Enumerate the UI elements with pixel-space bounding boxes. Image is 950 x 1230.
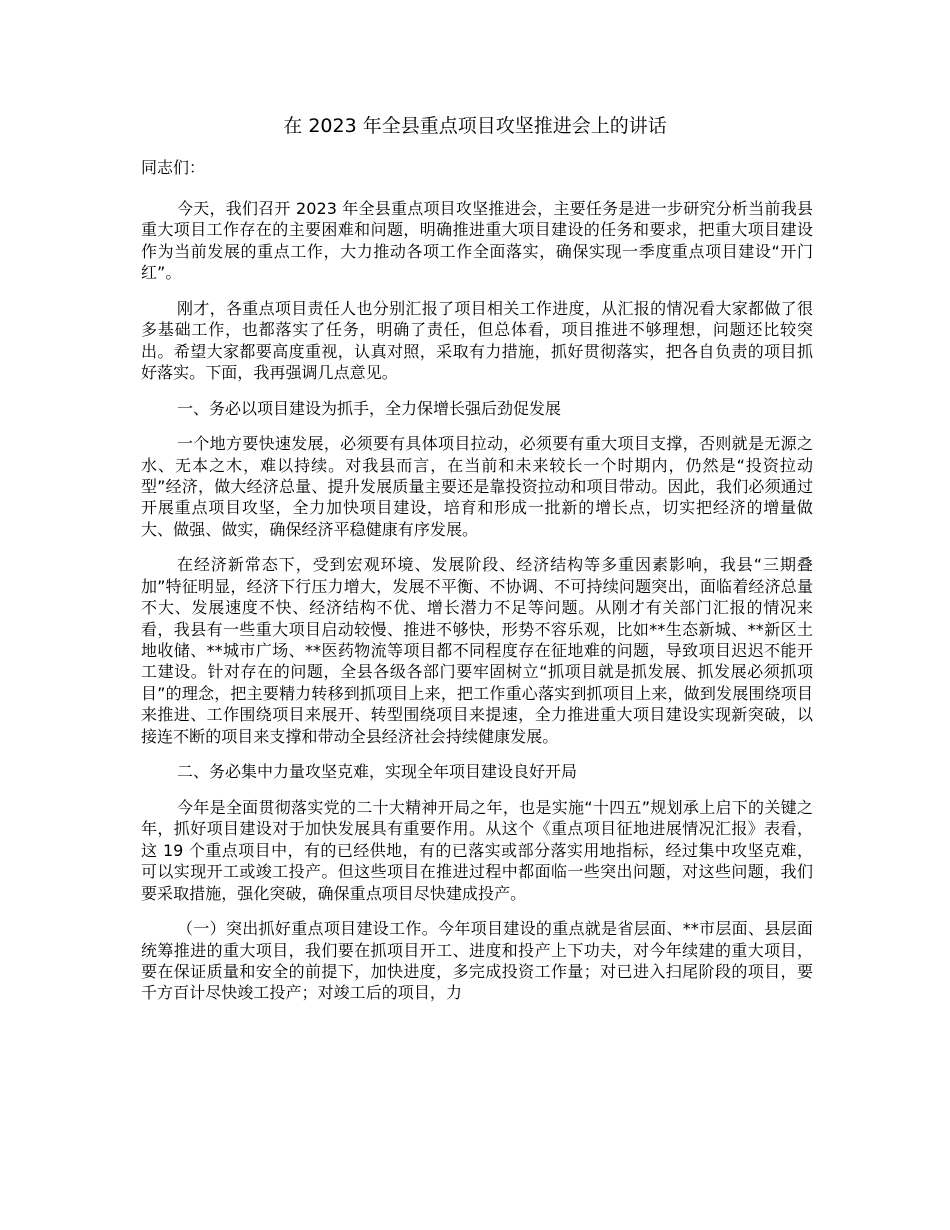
section-heading-1: 一、务必以项目建设为抓手，全力保增长强后劲促发展 <box>177 398 562 418</box>
paragraph-section2-a: 今年是全面贯彻落实党的二十大精神开局之年，也是实施“十四五”规划承上启下的关键之年，抓好项目建设对于加快发展具有重要作用。从这个《重点项目征地进展情况汇报》表看，这 19 个重点项目中，有的已经供地，有的已落实或部分落实用地指标，经过集中攻坚克难，可以实现开工或竣工投产。但这些项目在推进过程中都面临一些突出问题，对这些问题，我们要采取措施，强化突破，确保重点项目尽快建成投产。 <box>141 797 813 903</box>
document-body <box>141 198 813 1018</box>
paragraph-section2-b: （一）突出抓好重点项目建设工作。今年项目建设的重点就是省层面、**市层面、县层面统筹推进的重大项目，我们要在抓项目开工、进度和投产上下功夫，对今年续建的重大项目，要在保证质量和安全的前提下，加快进度，多完成投资工作量；对已进入扫尾阶段的项目，要千方百计尽快竣工投产；对竣工后的项目，力 <box>141 919 813 1003</box>
section-heading-2: 二、务必集中力量攻坚克难，实现全年项目建设良好开局 <box>177 762 578 782</box>
paragraph-intro: 今天，我们召开 2023 年全县重点项目攻坚推进会，主要任务是进一步研究分析当前我县重大项目工作存在的主要困难和问题，明确推进重大项目建设的任务和要求，把重大项目建设作为当前发展的重点工作，大力推动各项工作全面落实，确保实现一季度重点项目建设“开门红”。 <box>141 199 813 283</box>
document-title: 在 2023 年全县重点项目攻坚推进会上的讲话 <box>283 115 667 137</box>
paragraph-section1-a: 一个地方要快速发展，必须要有具体项目拉动，必须要有重大项目支撑，否则就是无源之水、无本之木，难以持续。对我县而言，在当前和未来较长一个时期内，仍然是“投资拉动型”经济，做大经济总量、提升发展质量主要还是靠投资拉动和项目带动。因此，我们必须通过开展重点项目攻坚，全力加快项目建设，培育和形成一批新的增长点，切实把经济的增量做大、做强、做实，确保经济平稳健康有序发展。 <box>141 434 813 539</box>
salutation: 同志们： <box>141 158 206 177</box>
paragraph-summary: 刚才，各重点项目责任人也分别汇报了项目相关工作进度，从汇报的情况看大家都做了很多基础工作，也都落实了任务，明确了责任，但总体看，项目推进不够理想，问题还比较突出。希望大家都要高度重视，认真对照，采取有力措施，抓好贯彻落实，把各自负责的项目抓好落实。下面，我再强调几点意见。 <box>141 298 813 383</box>
paragraph-section1-b: 在经济新常态下，受到宏观环境、发展阶段、经济结构等多重因素影响，我县“三期叠加”特征明显，经济下行压力增大，发展不平衡、不协调、不可持续问题突出，面临着经济总量不大、发展速度不快、经济结构不优、增长潜力不足等问题。从刚才有关部门汇报的情况来看，我县有一些重大项目启动较慢、推进不够快，形势不容乐观，比如**生态新城、**新区土地收储、**城市广场、**医药物流等项目都不同程度存在征地难的问题，导致项目迟迟不能开工建设。针对存在的问题，全县各级各部门要牢固树立“抓项目就是抓发展、抓发展必须抓项目”的理念，把主要精力转移到抓项目上来，把工作重心落实到抓项目上来，做到发展围绕项目来推进、工作围绕项目来展开、转型围绕项目来提速，全力推进重大项目建设实现新突破，以接连不断的项目来支撑和带动全县经济社会持续健康发展。 <box>141 555 813 746</box>
